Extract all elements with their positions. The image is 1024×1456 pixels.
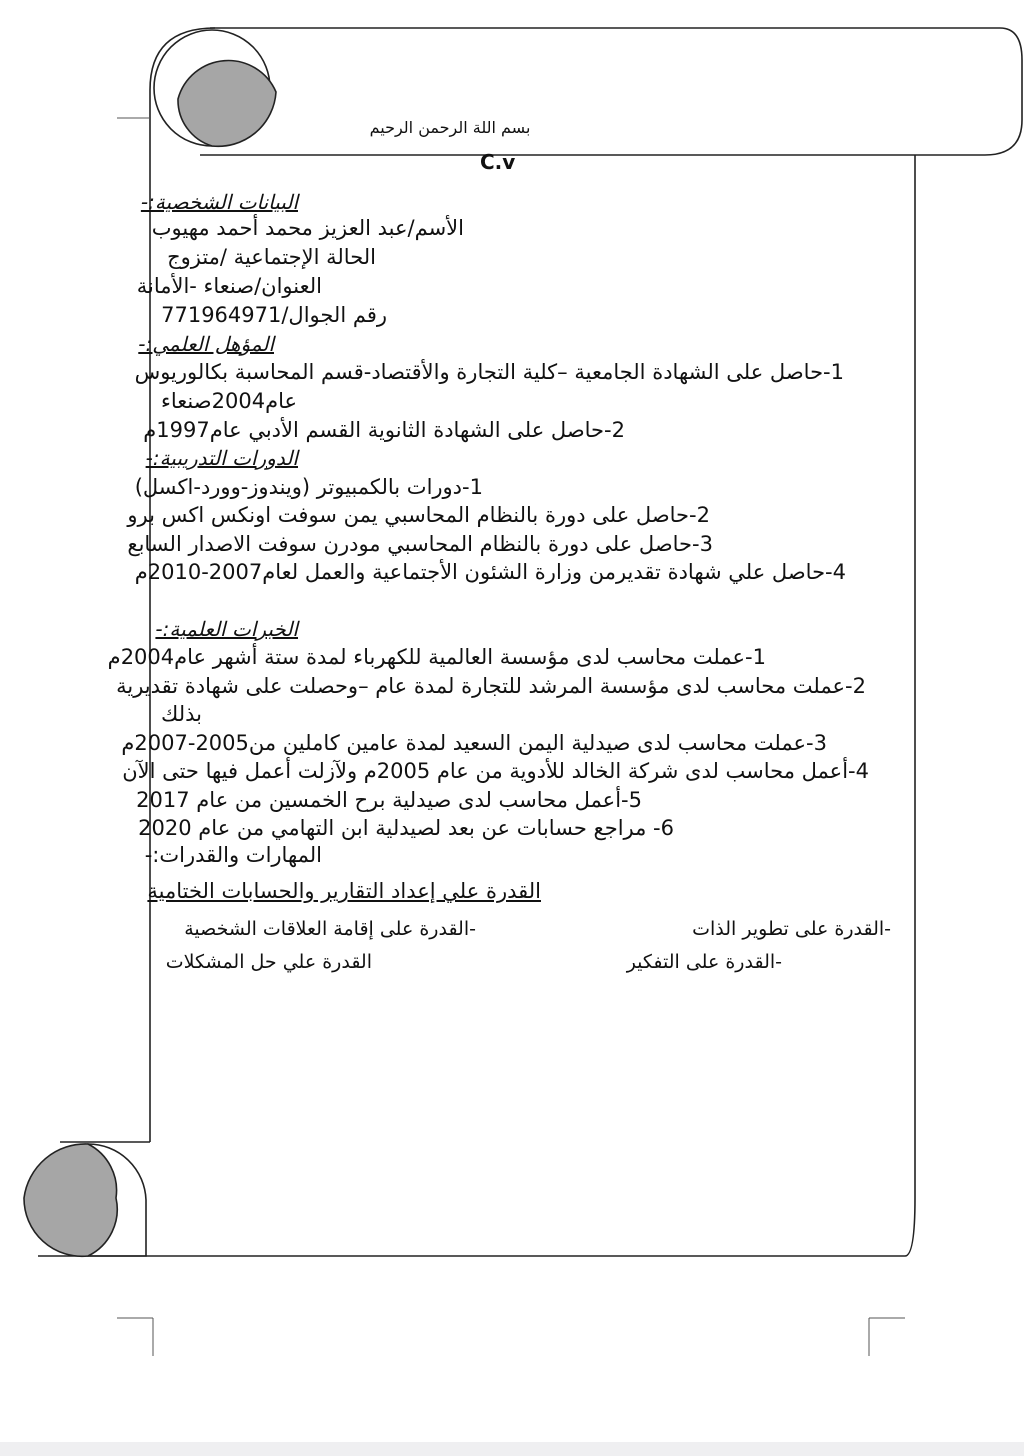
skill-thinking: -القدرة على التفكير <box>626 951 782 973</box>
experience-heading: الخبرات العلمية:- <box>155 617 298 641</box>
course-item-1: 1-دورات بالكمبيوتر (ويندوز-وورد-اكسل) <box>134 475 483 499</box>
experience-item-2-cont: بذلك <box>161 702 202 726</box>
courses-heading: الدورات التدريبية:- <box>145 446 298 470</box>
skill-reports: القدرة علي إعداد التقارير والحسابات الختامية <box>147 879 541 903</box>
experience-item-4: 4-أعمل محاسب لدى شركة الخالد للأدوية من عام 2005م ولآزلت أعمل فيها حتى الآن <box>122 759 869 783</box>
education-heading: المؤهل العلمي:- <box>138 332 274 356</box>
education-item-1-cont: عام2004صنعاء <box>161 389 297 413</box>
bottom-bar <box>0 1442 1024 1456</box>
course-item-2: 2-حاصل على دورة بالنظام المحاسبي يمن سوفت اونكس اكس برو <box>127 503 710 527</box>
experience-item-6: 6- مراجع حسابات عن بعد لصيدلية ابن التهامي من عام 2020 <box>138 816 674 840</box>
personal-phone: رقم الجوال/771964971 <box>161 303 387 327</box>
personal-heading: البيانات الشخصية:- <box>140 190 298 214</box>
experience-item-3: 3-عملت محاسب لدى صيدلية اليمن السعيد لمدة عامين كاملين من2005-2007م <box>121 731 827 755</box>
course-item-3: 3-حاصل على دورة بالنظام المحاسبي مودرن سوفت الاصدار السابع <box>127 532 713 556</box>
skill-problems: القدرة علي حل المشكلات <box>165 951 372 973</box>
basmala: بسم اللة الرحمن الرحيم <box>369 118 531 137</box>
personal-name: الأسم/عبد العزيز محمد أحمد مهيوب <box>151 216 464 240</box>
skill-self-development: -القدرة على تطوير الذات <box>692 918 891 940</box>
experience-item-5: 5-أعمل محاسب لدى صيدلية برح الخمسين من عام 2017 <box>136 788 642 812</box>
course-item-4: 4-حاصل علي شهادة تقديرمن وزارة الشئون الأجتماعية والعمل لعام2007-2010م <box>134 560 846 584</box>
personal-address: العنوان/صنعاء -الأمانة <box>136 274 322 298</box>
skill-relations: -القدرة على إقامة العلاقات الشخصية <box>184 918 476 940</box>
experience-item-2: 2-عملت محاسب لدى مؤسسة المرشد للتجارة لمدة عام –وحصلت على شهادة تقديرية <box>116 674 866 698</box>
doc-title: C.v <box>480 150 516 174</box>
experience-item-1: 1-عملت محاسب لدى مؤسسة العالمية للكهرباء لمدة ستة أشهر عام2004م <box>107 645 766 669</box>
education-item-1: 1-حاصل على الشهادة الجامعية –كلية التجارة والأقتصاد-قسم المحاسبة بكالوريوس <box>134 360 844 384</box>
education-item-2: 2-حاصل على الشهادة الثانوية القسم الأدبي عام1997م <box>143 418 625 442</box>
personal-status: الحالة الإجتماعية /متزوج <box>167 245 376 269</box>
skills-heading: المهارات والقدرات:- <box>144 843 322 867</box>
